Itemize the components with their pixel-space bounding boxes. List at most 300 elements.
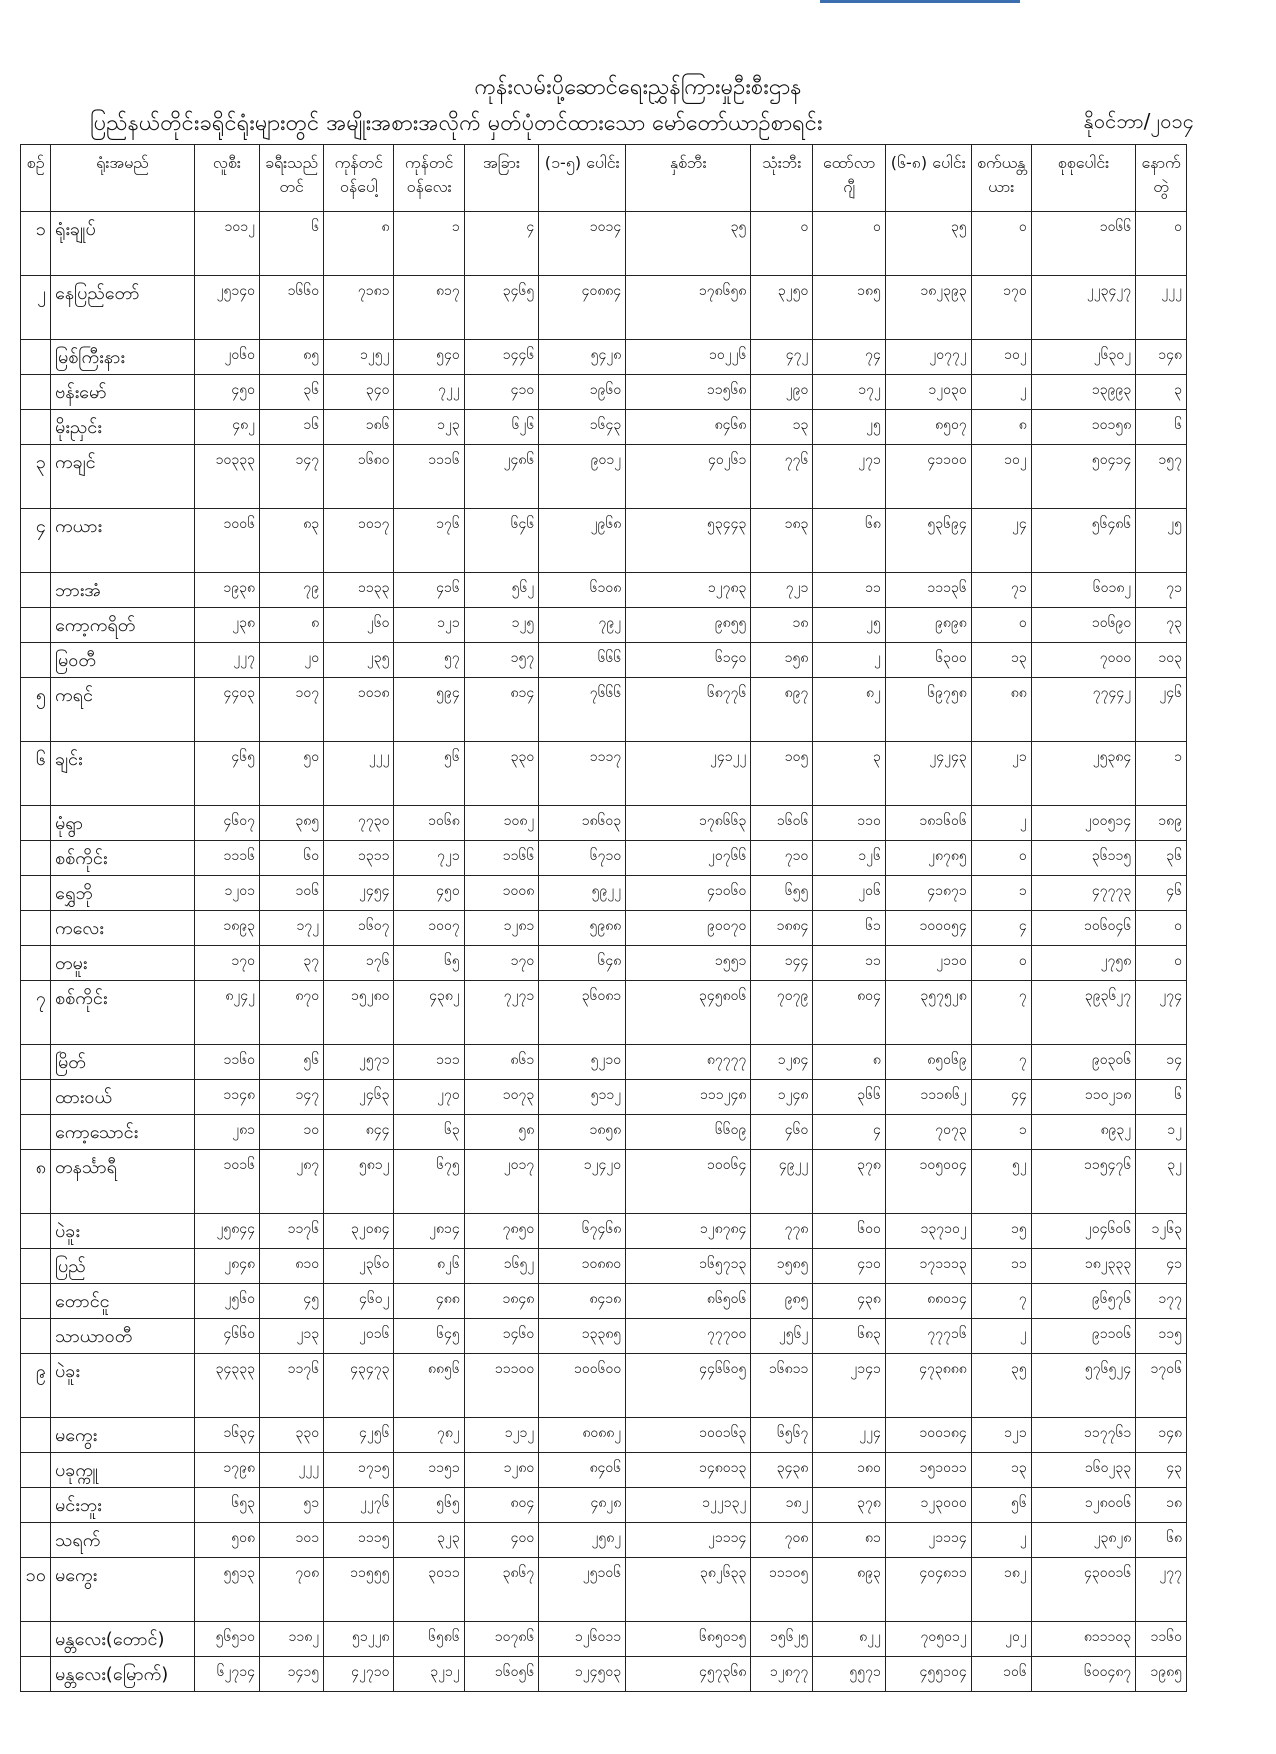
office-name: မြိတ် xyxy=(51,1045,195,1080)
table-row xyxy=(21,212,1187,276)
table-cell: ၂၂၂ xyxy=(324,742,394,806)
table-cell: ၆၀၀၄၈၇ xyxy=(1031,1657,1135,1692)
table-cell: ၄၆၀၂ xyxy=(324,1284,394,1319)
table-cell: ၁၀၆၆ xyxy=(1031,212,1135,276)
table-cell: ၁၁၁ xyxy=(394,1045,464,1080)
table-row xyxy=(21,1453,1187,1488)
table-cell: ၃ xyxy=(813,742,885,806)
table-cell: ၈၈၅၆ xyxy=(394,1354,464,1418)
table-cell: ၁၁၇၇၆၁ xyxy=(1031,1418,1135,1453)
table-cell: ၁၈ xyxy=(751,608,813,643)
table-cell: ၃၂ xyxy=(1136,1150,1187,1214)
table-cell: ၁၀ xyxy=(259,1115,323,1150)
table-cell: ၁၇၀ xyxy=(194,946,259,981)
column-header: ကုန်တင် ဝန်ပေါ့ xyxy=(324,145,394,212)
table-cell: ၁၂၂၁၃၂ xyxy=(626,1488,751,1523)
table-cell: ၂၅၈၄၄ xyxy=(194,1214,259,1249)
table-cell: ၂ xyxy=(971,375,1031,410)
table-cell: ၁၁၅၁ xyxy=(394,1453,464,1488)
table-cell: ၂၂၇၆ xyxy=(324,1488,394,1523)
table-cell: ၇၀၇၉ xyxy=(751,981,813,1045)
table-cell: ၁၂၈၁ xyxy=(464,911,538,946)
table-row xyxy=(21,876,1187,911)
table-cell: ၁၁၁၈၆၂ xyxy=(885,1080,971,1115)
table-cell: ၄၆၅ xyxy=(194,742,259,806)
table-cell: ၁၃၃၈၅ xyxy=(539,1319,626,1354)
table-cell: ၃၄၃၃၃ xyxy=(194,1354,259,1418)
table-cell: ၆၄၈ xyxy=(539,946,626,981)
row-number xyxy=(21,1249,51,1284)
row-number xyxy=(21,1045,51,1080)
column-header: (၁-၅) ပေါင်း xyxy=(539,145,626,212)
table-cell: ၁၂၀၃၀ xyxy=(885,375,971,410)
table-cell: ၁၇၁၁၁၃ xyxy=(885,1249,971,1284)
table-cell: ၇၇၈ xyxy=(751,1214,813,1249)
table-cell: ၁၀၃ xyxy=(1136,643,1187,678)
table-cell: ၆၆၆ xyxy=(539,643,626,678)
office-name: တနင်္သာရီ xyxy=(51,1150,195,1214)
table-cell: ၀ xyxy=(813,212,885,276)
table-cell: ၁၆၀၆ xyxy=(751,806,813,841)
column-header: သုံးဘီး xyxy=(751,145,813,212)
table-cell: ၇၃ xyxy=(1136,608,1187,643)
table-cell: ၂၁၁၀ xyxy=(885,946,971,981)
table-cell: ၁၀၀၇ xyxy=(394,911,464,946)
table-row xyxy=(21,643,1187,678)
table-cell: ၁၅၂၈၀ xyxy=(324,981,394,1045)
table-cell: ၃၃၀ xyxy=(464,742,538,806)
table-cell: ၁၀၁၄ xyxy=(539,212,626,276)
row-number xyxy=(21,1115,51,1150)
table-cell: ၁၂၅၂ xyxy=(324,340,394,375)
table-cell: ၇၇၇၁၆ xyxy=(885,1319,971,1354)
table-cell: ၇၈၂ xyxy=(394,1418,464,1453)
table-cell: ၆၄၅ xyxy=(394,1319,464,1354)
table-cell: ၄၄၀၃ xyxy=(194,678,259,742)
table-cell: ၅၄၂၈ xyxy=(539,340,626,375)
table-cell: ၂၀၄၆၀၆ xyxy=(1031,1214,1135,1249)
table-cell: ၈၁၇ xyxy=(394,276,464,340)
table-cell: ၇၇၆ xyxy=(751,445,813,509)
table-cell: ၂၀၁၇ xyxy=(464,1150,538,1214)
table-cell: ၅၅၇၁ xyxy=(813,1657,885,1692)
table-cell: ၁၄၈၀၁၃ xyxy=(626,1453,751,1488)
row-number xyxy=(21,806,51,841)
table-cell: ၀ xyxy=(1136,911,1187,946)
table-cell: ၀ xyxy=(971,841,1031,876)
table-cell: ၁၁၆၆ xyxy=(464,841,538,876)
table-cell: ၄၇၂ xyxy=(751,340,813,375)
table-cell: ၇၀၅၀၁၂ xyxy=(885,1622,971,1657)
table-cell: ၃ xyxy=(1136,375,1187,410)
table-cell: ၃၅ xyxy=(885,212,971,276)
table-cell: ၆၈၅၀၁၅ xyxy=(626,1622,751,1657)
row-number: ၆ xyxy=(21,742,51,806)
table-cell: ၄၁၀ xyxy=(464,375,538,410)
vehicle-registration-table xyxy=(20,144,1187,1692)
office-name: မကွေး xyxy=(51,1558,195,1622)
table-row xyxy=(21,1418,1187,1453)
table-cell: ၄၃ xyxy=(1136,1453,1187,1488)
table-cell: ၁၇၈၆၆၃ xyxy=(626,806,751,841)
table-cell: ၁၂၃ xyxy=(394,410,464,445)
table-cell: ၂၈၁၄ xyxy=(394,1214,464,1249)
table-cell: ၂၅၆၀ xyxy=(194,1284,259,1319)
row-number xyxy=(21,841,51,876)
table-cell: ၈၀၄ xyxy=(464,1488,538,1523)
table-cell: ၂၈၁ xyxy=(194,1115,259,1150)
table-cell: ၆၆၀၉ xyxy=(626,1115,751,1150)
table-cell: ၁၁၅၄၇၆ xyxy=(1031,1150,1135,1214)
table-cell: ၁၀၂၂၆ xyxy=(626,340,751,375)
row-number xyxy=(21,340,51,375)
table-cell: ၆၃ xyxy=(394,1115,464,1150)
table-cell: ၅၂ xyxy=(971,1150,1031,1214)
table-cell: ၇၂၇၁ xyxy=(464,981,538,1045)
table-cell: ၁၈၆၀၃ xyxy=(539,806,626,841)
table-cell: ၁၀၁၅၈ xyxy=(1031,410,1135,445)
table-cell: ၁၈၂၃၃၃ xyxy=(1031,1249,1135,1284)
table-cell: ၃၆ xyxy=(1136,841,1187,876)
table-cell: ၄၉၂၂ xyxy=(751,1150,813,1214)
table-cell: ၈၈၀၁၄ xyxy=(885,1284,971,1319)
table-cell: ၃၉၃၆၂၇ xyxy=(1031,981,1135,1045)
office-name: ကော့သောင်း xyxy=(51,1115,195,1150)
table-cell: ၁၆၅၇၁၃ xyxy=(626,1249,751,1284)
table-cell: ၁၂၆ xyxy=(813,841,885,876)
table-row xyxy=(21,1622,1187,1657)
table-cell: ၂၀၀၅၁၄ xyxy=(1031,806,1135,841)
table-row xyxy=(21,1319,1187,1354)
table-cell: ၅၉၈၈ xyxy=(539,911,626,946)
table-cell: ၁၃ xyxy=(971,643,1031,678)
table-cell: ၅၇၆၅၂၄ xyxy=(1031,1354,1135,1418)
table-cell: ၂၉၆၈ xyxy=(539,509,626,573)
table-cell: ၁၇၀ xyxy=(971,276,1031,340)
table-cell: ၈၅၀၆၉ xyxy=(885,1045,971,1080)
table-cell: ၁၀၆၈ xyxy=(394,806,464,841)
table-cell: ၁၅၅၁ xyxy=(626,946,751,981)
office-name: ထားဝယ် xyxy=(51,1080,195,1115)
table-cell: ၂၀၆ xyxy=(813,876,885,911)
table-cell: ၈၅၀၇ xyxy=(885,410,971,445)
table-cell: ၁၀၁ xyxy=(259,1523,323,1558)
table-cell: ၄၁၁၀၀ xyxy=(885,445,971,509)
table-cell: ၄၃၀၀၁၆ xyxy=(1031,1558,1135,1622)
table-cell: ၂၅၃၈၄ xyxy=(1031,742,1135,806)
table-cell: ၁၂၈၄ xyxy=(751,1045,813,1080)
table-cell: ၁၉၃၈ xyxy=(194,573,259,608)
office-name: သရက် xyxy=(51,1523,195,1558)
row-number: ၅ xyxy=(21,678,51,742)
table-cell: ၅၀၈ xyxy=(194,1523,259,1558)
table-row xyxy=(21,410,1187,445)
table-cell: ၁၁၁၃၆ xyxy=(885,573,971,608)
table-body xyxy=(21,212,1187,1692)
table-row xyxy=(21,1115,1187,1150)
table-cell: ၁၁၁၇ xyxy=(539,742,626,806)
table-cell: ၁၈၉၃ xyxy=(194,911,259,946)
table-cell: ၁၈ xyxy=(1136,1488,1187,1523)
table-row xyxy=(21,841,1187,876)
office-name: မိုးညှင်း xyxy=(51,410,195,445)
table-cell: ၁၁၇၆ xyxy=(259,1354,323,1418)
table-cell: ၁၀၀၆၄ xyxy=(626,1150,751,1214)
table-cell: ၁၀၂ xyxy=(971,340,1031,375)
table-cell: ၁၀၈၈၀ xyxy=(539,1249,626,1284)
table-cell: ၆၁၄၀ xyxy=(626,643,751,678)
table-cell: ၂၂၂ xyxy=(259,1453,323,1488)
table-cell: ၄၅၀ xyxy=(394,876,464,911)
table-row xyxy=(21,946,1187,981)
table-cell: ၂၅၈၂ xyxy=(539,1523,626,1558)
table-cell: ၅၂၁၀ xyxy=(539,1045,626,1080)
top-edge-line xyxy=(820,0,1020,3)
office-name: တမူး xyxy=(51,946,195,981)
report-date: နိုဝင်ဘာ/၂၀၁၄ xyxy=(1083,109,1194,133)
table-cell: ၁၄၁၅ xyxy=(259,1657,323,1692)
table-cell: ၁၁၅၅၅ xyxy=(324,1558,394,1622)
table-cell: ၂၅၁၄၀ xyxy=(194,276,259,340)
row-number xyxy=(21,643,51,678)
table-cell: ၈၅ xyxy=(259,340,323,375)
table-cell: ၁၆၃၄ xyxy=(194,1418,259,1453)
table-cell: ၁၈၂ xyxy=(971,1558,1031,1622)
table-cell: ၂၁၄၁ xyxy=(813,1354,885,1418)
table-row xyxy=(21,1045,1187,1080)
table-cell: ၁၇၆ xyxy=(394,509,464,573)
table-cell: ၉၀၁၂ xyxy=(539,445,626,509)
table-cell: ၁၆၈၀ xyxy=(324,445,394,509)
table-cell: ၄၂၇၁၀ xyxy=(324,1657,394,1692)
table-cell: ၄၆ xyxy=(1136,876,1187,911)
table-cell: ၄၅၀ xyxy=(194,375,259,410)
table-cell: ၀ xyxy=(751,212,813,276)
table-cell: ၃၂၁၂ xyxy=(394,1657,464,1692)
row-number xyxy=(21,1319,51,1354)
table-row xyxy=(21,911,1187,946)
table-cell: ၆၇၅ xyxy=(394,1150,464,1214)
column-header: လူစီး xyxy=(194,145,259,212)
table-cell: ၂၇၅၈ xyxy=(1031,946,1135,981)
table-cell: ၁၂၃၀၀၀ xyxy=(885,1488,971,1523)
table-cell: ၅၃၆၉၄ xyxy=(885,509,971,573)
table-cell: ၄၈၂ xyxy=(194,410,259,445)
table-cell: ၄၀၄၈၁၁ xyxy=(885,1558,971,1622)
table-cell: ၁၂ xyxy=(1136,1115,1187,1150)
table-cell: ၁၀၀၀၅၄ xyxy=(885,911,971,946)
table-cell: ၂ xyxy=(971,1319,1031,1354)
table-cell: ၈၉၇ xyxy=(751,678,813,742)
table-row xyxy=(21,678,1187,742)
table-cell: ၁၀၁၂ xyxy=(194,212,259,276)
table-cell: ၁၈၄၈ xyxy=(464,1284,538,1319)
table-cell: ၇၂၁ xyxy=(394,841,464,876)
table-cell: ၆၉၇၅၈ xyxy=(885,678,971,742)
office-name: ကချင် xyxy=(51,445,195,509)
table-cell: ၁၂၈၇၈၄ xyxy=(626,1214,751,1249)
row-number xyxy=(21,1080,51,1115)
table-cell: ၆၀၀ xyxy=(813,1214,885,1249)
table-cell: ၃၅ xyxy=(971,1354,1031,1418)
table-cell: ၂ xyxy=(971,806,1031,841)
table-cell: ၁၀၆၉၀ xyxy=(1031,608,1135,643)
table-cell: ၁၈၈၄ xyxy=(751,911,813,946)
table-cell: ၁၀၀၆၀၀ xyxy=(539,1354,626,1418)
column-header: နောက်တွဲ xyxy=(1136,145,1187,212)
table-cell: ၉၆၅၇၆ xyxy=(1031,1284,1135,1319)
table-row xyxy=(21,573,1187,608)
table-cell: ၁၆၄၃ xyxy=(539,410,626,445)
table-cell: ၀ xyxy=(1136,212,1187,276)
table-cell: ၇၁၀ xyxy=(751,841,813,876)
table-cell: ၁၆ xyxy=(259,410,323,445)
table-cell: ၄၅၇၃၆၈ xyxy=(626,1657,751,1692)
table-cell: ၈၄၀၆ xyxy=(539,1453,626,1488)
table-cell: ၁၇၇ xyxy=(1136,1284,1187,1319)
table-cell: ၃၃၀ xyxy=(259,1418,323,1453)
row-number xyxy=(21,1657,51,1692)
table-cell: ၁၂၀၁ xyxy=(194,876,259,911)
table-cell: ၃၅ xyxy=(626,212,751,276)
table-cell: ၈၁၀ xyxy=(259,1249,323,1284)
table-row xyxy=(21,445,1187,509)
table-cell: ၁၁၅ xyxy=(1136,1319,1187,1354)
table-cell: ၁၉၈၅ xyxy=(1136,1657,1187,1692)
table-cell: ၉၁၁၀၆ xyxy=(1031,1319,1135,1354)
table-cell: ၆၁၀၈ xyxy=(539,573,626,608)
table-cell: ၁၈၉ xyxy=(1136,806,1187,841)
table-cell: ၁၂၁ xyxy=(394,608,464,643)
table-cell: ၁၀၆ xyxy=(259,876,323,911)
table-cell: ၁၆၀၇ xyxy=(324,911,394,946)
table-cell: ၀ xyxy=(971,608,1031,643)
table-cell: ၄၁၀ xyxy=(813,1249,885,1284)
column-header: (၆-၈) ပေါင်း xyxy=(885,145,971,212)
table-cell: ၁၈၆ xyxy=(324,410,394,445)
table-cell: ၄ xyxy=(971,911,1031,946)
table-cell: ၂၄၂၄၃ xyxy=(885,742,971,806)
table-row xyxy=(21,1214,1187,1249)
table-cell: ၈၄၄ xyxy=(324,1115,394,1150)
row-number xyxy=(21,876,51,911)
table-cell: ၁၀၆၀၄၆ xyxy=(1031,911,1135,946)
table-cell: ၁၂၄၈ xyxy=(751,1080,813,1115)
table-cell: ၄၁၈၇၁ xyxy=(885,876,971,911)
table-cell: ၁၃ xyxy=(751,410,813,445)
office-name: ပခုက္ကူ xyxy=(51,1453,195,1488)
table-cell: ၃၆၁၁၅ xyxy=(1031,841,1135,876)
table-cell: ၁၆၀၅၆ xyxy=(464,1657,538,1692)
table-cell: ၅၇ xyxy=(394,643,464,678)
office-name: တောင်ငူ xyxy=(51,1284,195,1319)
column-header: စုစုပေါင်း xyxy=(1031,145,1135,212)
table-row xyxy=(21,742,1187,806)
office-name: ရွှေဘို xyxy=(51,876,195,911)
table-cell: ၁၀၇ xyxy=(259,678,323,742)
table-cell: ၈၄၁၈ xyxy=(539,1284,626,1319)
table-cell: ၇၇၇၀၀ xyxy=(626,1319,751,1354)
table-cell: ၁၀၀၈ xyxy=(464,876,538,911)
table-cell: ၁၀၅ xyxy=(751,742,813,806)
table-cell: ၁၃၉၉၃ xyxy=(1031,375,1135,410)
table-cell: ၃၆ xyxy=(259,375,323,410)
table-cell: ၇၇၃၀ xyxy=(324,806,394,841)
table-cell: ၇၀၀၀ xyxy=(1031,643,1135,678)
table-cell: ၇၇၄၄၂ xyxy=(1031,678,1135,742)
table-cell: ၁၃ xyxy=(971,1453,1031,1488)
table-cell: ၄၄ xyxy=(971,1080,1031,1115)
office-name: ချင်း xyxy=(51,742,195,806)
table-cell: ၂၇၁ xyxy=(813,445,885,509)
row-number xyxy=(21,1418,51,1453)
table-cell: ၈၆၅၀၆ xyxy=(626,1284,751,1319)
table-cell: ၇၀၈ xyxy=(751,1523,813,1558)
table-cell: ၂၄၈၆ xyxy=(464,445,538,509)
table-cell: ၁၇၂ xyxy=(813,375,885,410)
table-cell: ၆၅၃ xyxy=(194,1488,259,1523)
table-cell: ၄၅၅၁၀၄ xyxy=(885,1657,971,1692)
table-row xyxy=(21,1249,1187,1284)
row-number: ၄ xyxy=(21,509,51,573)
row-number: ၁၀ xyxy=(21,1558,51,1622)
table-cell: ၃၇၈ xyxy=(813,1488,885,1523)
table-cell: ၂၅ xyxy=(813,608,885,643)
table-cell: ၁၄၇ xyxy=(259,445,323,509)
table-cell: ၂၄ xyxy=(971,509,1031,573)
table-cell: ၃၆၆ xyxy=(813,1080,885,1115)
table-cell: ၁၁၇၆ xyxy=(259,1214,323,1249)
table-row xyxy=(21,509,1187,573)
table-cell: ၁၁၅၆၈ xyxy=(626,375,751,410)
table-cell: ၃၂၀၈၄ xyxy=(324,1214,394,1249)
table-cell: ၅၆ xyxy=(971,1488,1031,1523)
department-title: ကုန်းလမ်းပို့ဆောင်ရေးညွှန်ကြားမှုဦးစီးဌာန xyxy=(474,75,802,100)
table-cell: ၂၀၁၆ xyxy=(324,1319,394,1354)
table-cell: ၁၁၄၈ xyxy=(194,1080,259,1115)
row-number: ၈ xyxy=(21,1150,51,1214)
office-name: ကယား xyxy=(51,509,195,573)
table-cell: ၀ xyxy=(971,946,1031,981)
table-cell: ၈၇၇၇၇ xyxy=(626,1045,751,1080)
table-cell: ၁၂၄၅၀၃ xyxy=(539,1657,626,1692)
table-cell: ၂၅၁၀၆ xyxy=(539,1558,626,1622)
table-cell: ၁၀၈၂ xyxy=(464,806,538,841)
table-cell: ၈၄၆၈ xyxy=(626,410,751,445)
table-cell: ၁၁၁၀၀ xyxy=(464,1354,538,1418)
table-cell: ၃၈၅ xyxy=(259,806,323,841)
table-cell: ၁၆၀၂၃၃ xyxy=(1031,1453,1135,1488)
table-cell: ၁၀၂ xyxy=(971,445,1031,509)
table-cell: ၁၁၁၂၄၈ xyxy=(626,1080,751,1115)
table-cell: ၁၅၈ xyxy=(751,643,813,678)
table-cell: ၁၈၂၃၉၃ xyxy=(885,276,971,340)
table-cell: ၂၃၅ xyxy=(324,643,394,678)
table-cell: ၈၇၀ xyxy=(259,981,323,1045)
table-cell: ၅၉၂၂ xyxy=(539,876,626,911)
table-cell: ၇၉ xyxy=(259,573,323,608)
table-cell: ၁၀၀၆ xyxy=(194,509,259,573)
table-cell: ၁၆၈၁၁ xyxy=(751,1354,813,1418)
table-row xyxy=(21,1284,1187,1319)
table-cell: ၂၅ xyxy=(1136,509,1187,573)
column-header: နှစ်ဘီး xyxy=(626,145,751,212)
table-cell: ၄၈၂၈ xyxy=(539,1488,626,1523)
column-header: ထော်လာဂျီ xyxy=(813,145,885,212)
table-cell: ၁ xyxy=(1136,742,1187,806)
table-cell: ၄၃၈၂ xyxy=(394,981,464,1045)
row-number xyxy=(21,1622,51,1657)
